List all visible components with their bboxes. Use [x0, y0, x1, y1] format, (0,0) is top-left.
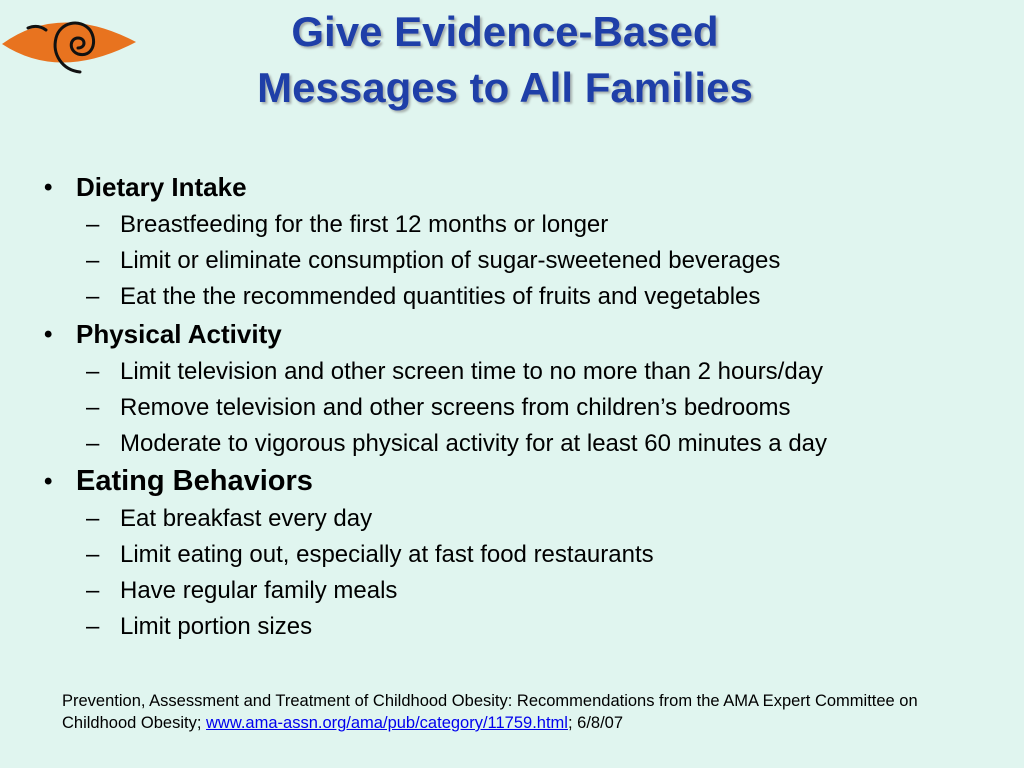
dash-icon: – — [86, 505, 100, 532]
section-heading — [40, 462, 1000, 501]
list-item-text: Have regular family meals — [120, 577, 398, 604]
slide-title — [150, 4, 860, 116]
list-item-text: Limit or eliminate consumption of sugar-sweetened beverages — [120, 247, 781, 274]
list-item-text: Limit eating out, especially at fast food restaurants — [120, 541, 654, 568]
section-heading-text: Physical Activity — [76, 319, 282, 349]
list-item — [40, 537, 1000, 573]
eye-spiral-logo-icon — [0, 6, 140, 76]
dash-icon: – — [86, 613, 100, 640]
section-heading-text: Dietary Intake — [76, 172, 247, 202]
section-physical-activity — [40, 315, 1000, 462]
bullet-list — [40, 168, 1000, 645]
list-item — [40, 279, 1000, 315]
bullet-icon: • — [44, 174, 53, 201]
dash-icon: – — [86, 247, 100, 274]
section-heading — [40, 315, 1000, 354]
list-item — [40, 573, 1000, 609]
list-item-text: Limit portion sizes — [120, 613, 313, 640]
list-item — [40, 243, 1000, 279]
list-item-text: Limit television and other screen time to no more than 2 hours/day — [120, 358, 824, 385]
list-item-text: Remove television and other screens from children’s bedrooms — [120, 394, 791, 421]
dash-icon: – — [86, 430, 100, 457]
list-item — [40, 501, 1000, 537]
reference-citation — [62, 690, 982, 734]
list-item-text: Eat the the recommended quantities of fruits and vegetables — [120, 283, 761, 310]
slide-title-line-2: Messages to All Families — [257, 64, 753, 111]
dash-icon: – — [86, 541, 100, 568]
list-item — [40, 426, 1000, 462]
reference-date: ; 6/8/07 — [567, 714, 624, 732]
dash-icon: – — [86, 211, 100, 238]
bullet-icon: • — [44, 468, 53, 495]
list-item-text: Breastfeeding for the first 12 months or longer — [120, 211, 609, 238]
dash-icon: – — [86, 577, 100, 604]
dash-icon: – — [86, 358, 100, 385]
list-item-text: Eat breakfast every day — [120, 505, 373, 532]
section-eating-behaviors — [40, 462, 1000, 645]
reference-link[interactable]: www.ama-assn.org/ama/pub/category/11759.html — [206, 714, 568, 732]
section-dietary-intake — [40, 168, 1000, 315]
slide-title-line-1: Give Evidence-Based — [291, 8, 719, 55]
dash-icon: – — [86, 283, 100, 310]
list-item — [40, 609, 1000, 645]
list-item — [40, 207, 1000, 243]
list-item — [40, 390, 1000, 426]
bullet-icon: • — [44, 321, 53, 348]
list-item — [40, 354, 1000, 390]
list-item-text: Moderate to vigorous physical activity for at least 60 minutes a day — [120, 430, 828, 457]
dash-icon: – — [86, 394, 100, 421]
section-heading — [40, 168, 1000, 207]
section-heading-text: Eating Behaviors — [76, 465, 313, 497]
reference-text: Prevention, Assessment and Treatment of Childhood Obesity: Recommendations from the AMA Expert Committee on Childhood Obesity; — [62, 692, 918, 732]
